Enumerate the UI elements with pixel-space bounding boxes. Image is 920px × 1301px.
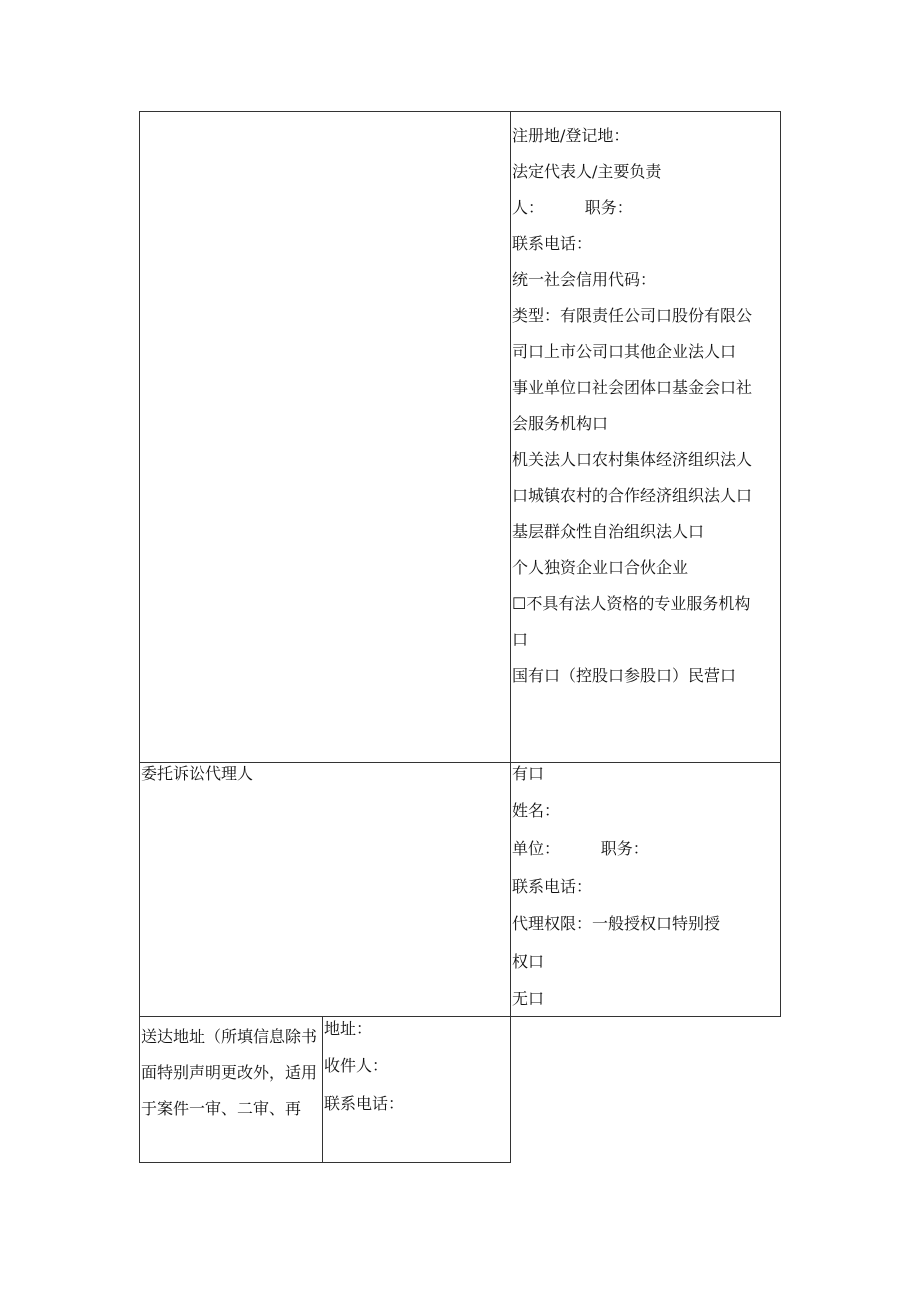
- type-line-5: 机关法人口农村集体经济组织法人: [512, 450, 753, 469]
- type-line-6: 口城镇农村的合作经济组织法人口: [512, 486, 753, 505]
- agent-label: 委托诉讼代理人: [141, 764, 254, 783]
- ownership-line: 国有口（控股口参股口）民营口: [512, 666, 737, 685]
- legal-rep-line: 法定代表人/主要负责: [512, 162, 662, 181]
- agent-name-line: 姓名：: [512, 801, 561, 820]
- party-left-cell: [139, 111, 511, 763]
- agent-authority-line-2: 权口: [512, 952, 545, 971]
- service-label-line-1: 送达地址（所填信息除书: [141, 1027, 318, 1046]
- type-line-8: 个人独资企业口合伙企业: [512, 558, 689, 577]
- type-line-7: 基层群众性自治组织法人口: [512, 522, 705, 541]
- agent-authority-line: 代理权限：一般授权口特别授: [512, 914, 721, 933]
- agent-label-cell: [139, 762, 511, 1017]
- legal-rep-position-line: 人： 职务：: [512, 198, 633, 217]
- phone-line: 联系电话：: [512, 234, 593, 253]
- service-label-line-2: 面特别声明更改外，适用: [141, 1063, 318, 1082]
- type-line-1: 类型：有限责任公司口股份有限公: [512, 306, 753, 325]
- credit-code-line: 统一社会信用代码：: [512, 270, 657, 289]
- type-line-9: ☐不具有法人资格的专业服务机构: [512, 594, 751, 613]
- service-label-line-3: 于案件一审、二审、再: [141, 1099, 302, 1118]
- type-line-3: 事业单位口社会团体口基金会口社: [512, 378, 753, 397]
- service-phone-line: 联系电话：: [324, 1094, 405, 1113]
- agent-phone-line: 联系电话：: [512, 877, 593, 896]
- service-address-line: 地址：: [324, 1019, 373, 1038]
- agent-none-line: 无口: [512, 989, 545, 1008]
- type-line-2: 司口上市公司口其他企业法人口: [512, 342, 737, 361]
- agent-has-line: 有口: [512, 764, 545, 783]
- type-line-4: 会服务机构口: [512, 414, 609, 433]
- registration-place-line: 注册地/登记地：: [512, 126, 630, 145]
- type-line-10: 口: [512, 630, 529, 649]
- agent-unit-line: 单位： 职务：: [512, 839, 649, 858]
- service-recipient-line: 收件人：: [324, 1056, 389, 1075]
